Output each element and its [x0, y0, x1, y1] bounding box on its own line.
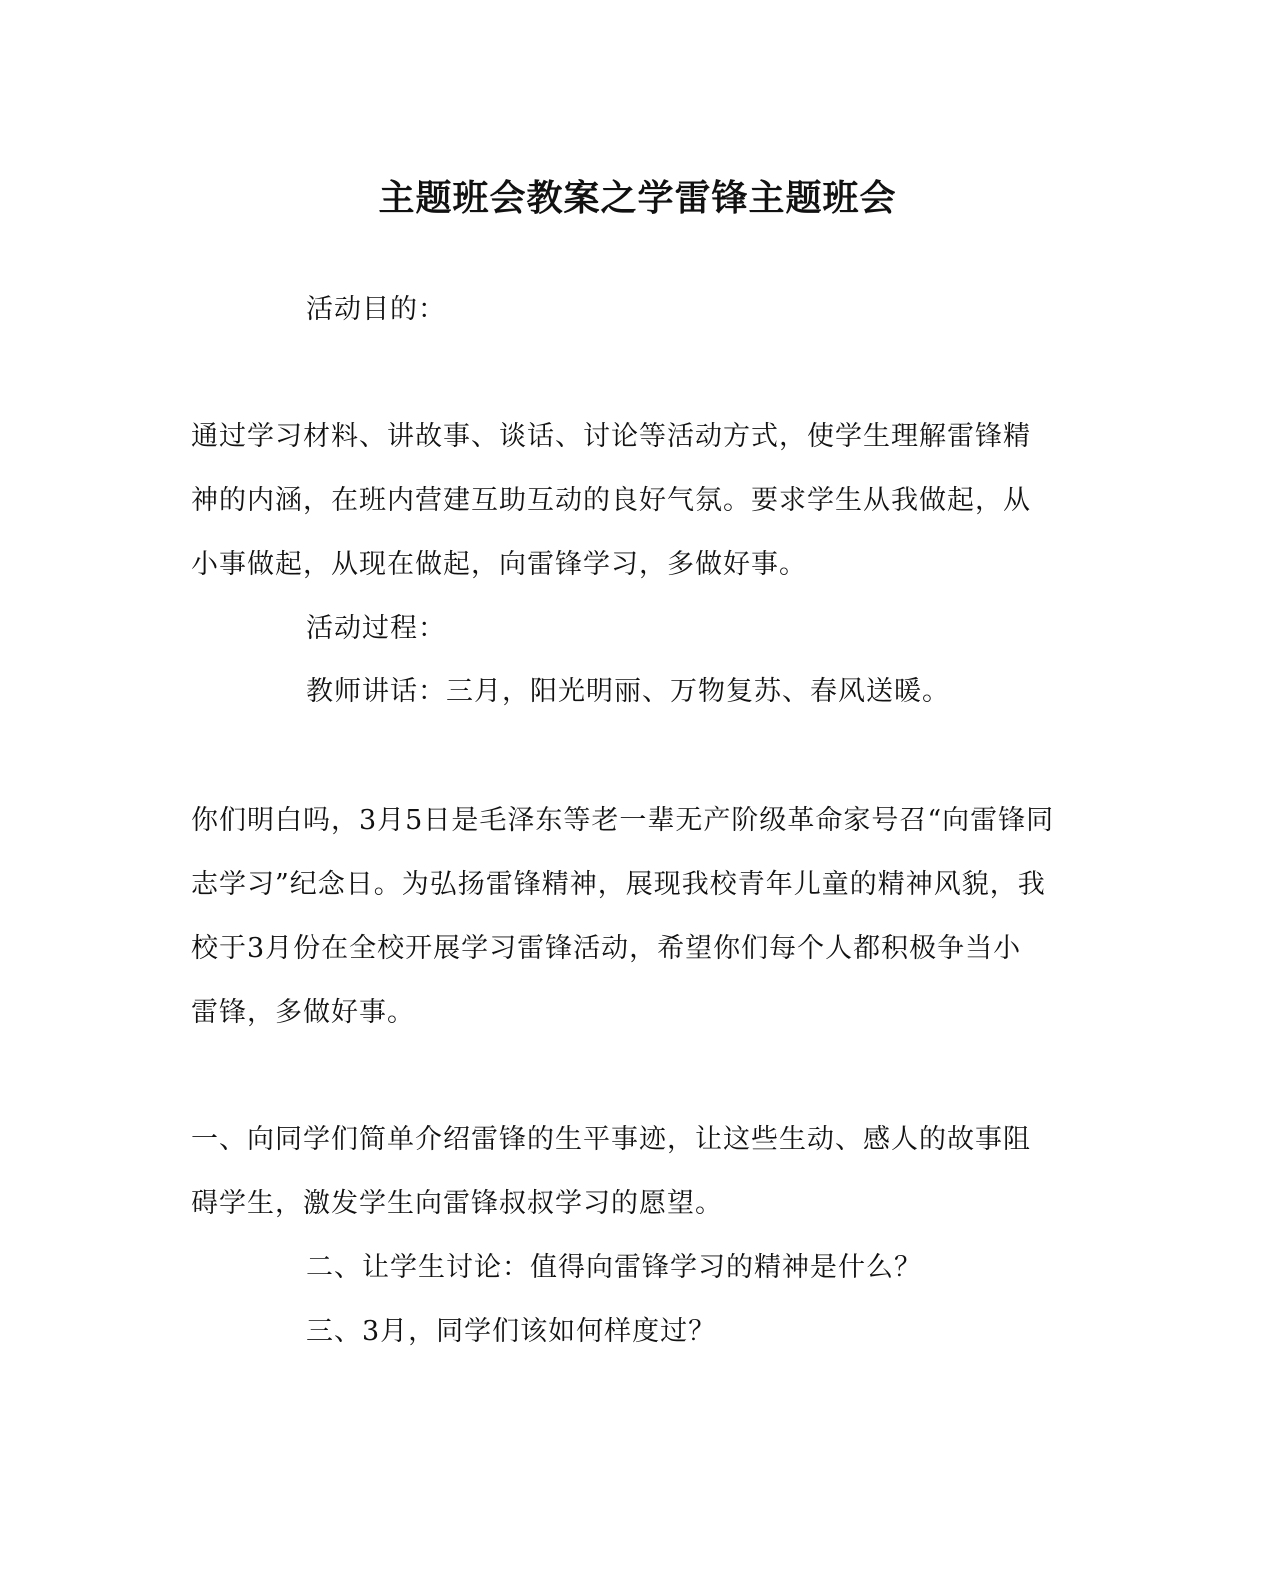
talk-line: 雷锋，多做好事。	[191, 997, 415, 1028]
purpose-paragraph	[191, 405, 1071, 597]
purpose-heading: 活动目的：	[306, 294, 446, 325]
step-three: 三、3月，同学们该如何样度过？	[306, 1316, 717, 1347]
step-one-line: 碍学生，激发学生向雷锋叔叔学习的愿望。	[191, 1188, 723, 1219]
teacher-talk-intro: 教师讲话：三月，阳光明丽、万物复苏、春风送暖。	[306, 676, 950, 707]
purpose-line: 神的内涵，在班内营建互助互动的良好气氛。要求学生从我做起，从	[191, 485, 1031, 516]
step-one-line: 一、向同学们简单介绍雷锋的生平事迹，让这些生动、感人的故事阻	[191, 1124, 1031, 1155]
step-two: 二、让学生讨论：值得向雷锋学习的精神是什么？	[306, 1252, 922, 1283]
purpose-line: 小事做起，从现在做起，向雷锋学习，多做好事。	[191, 549, 807, 580]
talk-line: 你们明白吗，3月5日是毛泽东等老一辈无产阶级革命家号召“向雷锋同	[191, 805, 1055, 836]
process-heading: 活动过程：	[306, 613, 446, 644]
talk-line: 校于3月份在全校开展学习雷锋活动，希望你们每个人都积极争当小	[191, 933, 1022, 964]
step-one-paragraph	[191, 1108, 1071, 1236]
page-title: 主题班会教案之学雷锋主题班会	[378, 177, 897, 219]
purpose-line: 通过学习材料、讲故事、谈话、讨论等活动方式，使学生理解雷锋精	[191, 421, 1031, 452]
teacher-talk-paragraph	[191, 789, 1071, 1045]
talk-line: 志学习”纪念日。为弘扬雷锋精神，展现我校青年儿童的精神风貌，我	[191, 869, 1046, 900]
